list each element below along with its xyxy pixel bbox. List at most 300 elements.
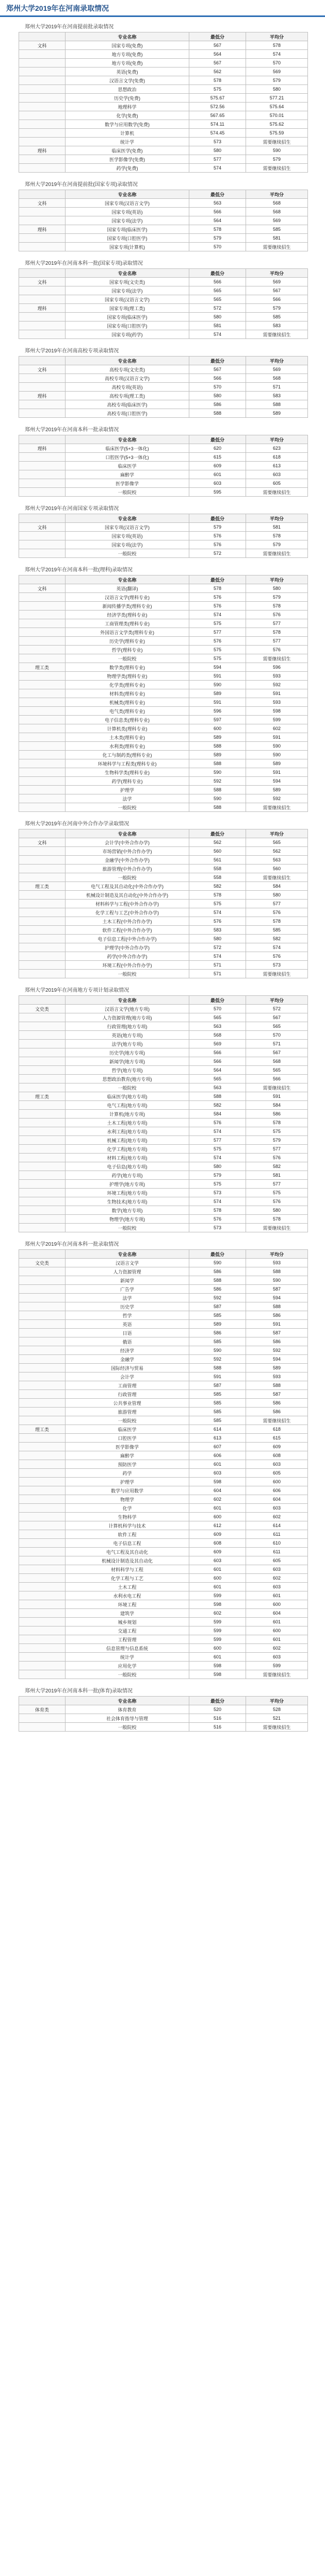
min-score-cell: 565	[189, 286, 246, 295]
avg-score-cell: 605	[246, 1469, 308, 1478]
min-score-cell: 599	[189, 1635, 246, 1644]
min-score-cell: 603	[189, 1469, 246, 1478]
major-cell: 机械类(理科专业)	[66, 698, 189, 707]
min-score-cell: 574.45	[189, 129, 246, 138]
admission-section	[0, 22, 325, 173]
province-cell	[19, 1504, 66, 1513]
avg-score-cell: 580	[246, 584, 308, 593]
min-score-cell: 578	[189, 225, 246, 234]
major-cell: 历史学(免费)	[66, 94, 189, 103]
major-cell: 环境科学与工程类(理科专业)	[66, 759, 189, 768]
major-cell: 化学工程(地方专项)	[66, 1145, 189, 1154]
avg-score-cell: 591	[246, 689, 308, 698]
min-score-cell: 590	[189, 794, 246, 803]
section-title: 郑州大学2019年在河南中外合作办学录取情况	[25, 821, 129, 827]
province-cell	[19, 593, 66, 602]
province-cell	[19, 1530, 66, 1539]
table-row	[19, 199, 308, 208]
major-cell: 国家专项(文史类)	[66, 278, 189, 286]
avg-score-cell: 586	[246, 1337, 308, 1346]
major-cell: 国家专项(汉语言文学)	[66, 199, 189, 208]
avg-score-cell: 591	[246, 733, 308, 742]
table-row	[19, 891, 308, 900]
min-score-cell: 589	[189, 733, 246, 742]
province-cell	[19, 1215, 66, 1224]
province-cell	[19, 908, 66, 917]
province-cell	[19, 654, 66, 663]
score-table	[19, 575, 308, 812]
table-row	[19, 1110, 308, 1118]
table-row	[19, 365, 308, 374]
province-cell	[19, 926, 66, 935]
min-score-cell: 606	[189, 1451, 246, 1460]
table-row	[19, 1127, 308, 1136]
table-row	[19, 59, 308, 67]
min-score-cell: 572.56	[189, 103, 246, 111]
province-cell	[19, 1434, 66, 1443]
column-header: 最低分	[189, 32, 246, 41]
major-cell: 历史学	[66, 1302, 189, 1311]
province-cell	[19, 742, 66, 751]
avg-score-cell: 603	[246, 1565, 308, 1574]
province-cell	[19, 1574, 66, 1583]
min-score-cell: 575	[189, 1145, 246, 1154]
admission-section	[0, 346, 325, 418]
section-title: 郑州大学2019年在河南本科一批(理科)录取情况	[25, 567, 133, 573]
major-cell: 统计学	[66, 1653, 189, 1662]
province-cell	[19, 76, 66, 85]
min-score-cell: 576	[189, 637, 246, 646]
table-row	[19, 1539, 308, 1548]
table-row	[19, 1224, 308, 1232]
major-cell: 国家专项(英语)	[66, 532, 189, 540]
province-cell	[19, 1224, 66, 1232]
avg-score-cell: 566	[246, 295, 308, 304]
major-cell: 广告学	[66, 1285, 189, 1294]
major-cell: 计算机	[66, 129, 189, 138]
min-score-cell: 574	[189, 611, 246, 619]
table-row	[19, 698, 308, 707]
province-cell	[19, 1469, 66, 1478]
avg-score-cell: 579	[246, 304, 308, 313]
avg-score-cell: 588	[246, 1381, 308, 1390]
province-cell	[19, 1670, 66, 1679]
min-score-cell: 577	[189, 628, 246, 637]
table-row	[19, 1171, 308, 1180]
avg-score-cell: 603	[246, 1583, 308, 1591]
avg-score-cell: 593	[246, 698, 308, 707]
province-cell	[19, 1110, 66, 1118]
avg-score-cell: 586	[246, 1399, 308, 1408]
major-cell: 法学	[66, 1294, 189, 1302]
avg-score-cell: 591	[246, 768, 308, 777]
section-title: 郑州大学2019年在河南本科一批(体育)录取情况	[25, 1688, 133, 1694]
column-header: 专业名称	[66, 514, 189, 523]
min-score-cell: 601	[189, 1565, 246, 1574]
major-cell: 思想政治	[66, 85, 189, 94]
table-row	[19, 374, 308, 383]
score-table	[19, 1696, 308, 1732]
major-cell: 化学(免费)	[66, 111, 189, 120]
min-score-cell: 516	[189, 1723, 246, 1732]
avg-score-cell: 578	[246, 1215, 308, 1224]
province-cell	[19, 1189, 66, 1197]
province-cell	[19, 935, 66, 943]
admission-section	[0, 1240, 325, 1679]
min-score-cell: 576	[189, 540, 246, 549]
min-score-cell: 578	[189, 891, 246, 900]
major-cell: 材料科学与工程(中外合作办学)	[66, 900, 189, 908]
major-cell: 国家专项(免费)	[66, 41, 189, 50]
column-header: 最低分	[189, 1250, 246, 1259]
province-cell	[19, 234, 66, 243]
major-cell: 一般院校	[66, 1083, 189, 1092]
min-score-cell: 574.11	[189, 120, 246, 129]
min-score-cell: 574	[189, 164, 246, 173]
min-score-cell: 580	[189, 935, 246, 943]
min-score-cell: 565	[189, 1075, 246, 1083]
major-cell: 经济学类(理科专业)	[66, 611, 189, 619]
table-row	[19, 1057, 308, 1066]
avg-score-cell: 587	[246, 1390, 308, 1399]
province-cell: 理科	[19, 225, 66, 234]
min-score-cell: 576	[189, 532, 246, 540]
avg-score-cell: 594	[246, 777, 308, 786]
major-cell: 国家专项(理工类)	[66, 304, 189, 313]
major-cell: 临床医学(5+3一体化)	[66, 444, 189, 453]
major-cell: 思想政治教育(地方专项)	[66, 1075, 189, 1083]
table-row	[19, 1197, 308, 1206]
table-row	[19, 926, 308, 935]
table-row	[19, 1259, 308, 1267]
min-score-cell: 563	[189, 199, 246, 208]
avg-score-cell: 587	[246, 1285, 308, 1294]
table-row	[19, 1364, 308, 1372]
province-cell	[19, 794, 66, 803]
min-score-cell: 620	[189, 444, 246, 453]
table-row	[19, 1451, 308, 1460]
major-cell: 环境工程	[66, 1600, 189, 1609]
major-cell: 药学(理科专业)	[66, 777, 189, 786]
province-cell	[19, 383, 66, 392]
province-cell	[19, 646, 66, 654]
column-header	[19, 514, 66, 523]
table-header-row	[19, 435, 308, 444]
score-table	[19, 190, 308, 251]
table-row	[19, 1329, 308, 1337]
min-score-cell: 566	[189, 278, 246, 286]
avg-score-cell: 592	[246, 1346, 308, 1355]
page-title: 郑州大学2019年在河南录取情况	[6, 4, 109, 12]
province-cell: 理科	[19, 392, 66, 400]
table-row	[19, 94, 308, 103]
table-row	[19, 1355, 308, 1364]
avg-score-cell: 623	[246, 444, 308, 453]
major-cell: 护理学	[66, 1478, 189, 1486]
major-cell: 药学(免费)	[66, 164, 189, 173]
title-bar	[0, 0, 325, 17]
table-row	[19, 1302, 308, 1311]
table-row	[19, 961, 308, 970]
table-row	[19, 646, 308, 654]
major-cell: 信息管理与信息系统	[66, 1644, 189, 1653]
section-title: 郑州大学2019年在河南本科一批录取情况	[25, 1242, 119, 1247]
major-cell: 工程管理	[66, 1635, 189, 1644]
province-cell	[19, 295, 66, 304]
admission-section	[0, 425, 325, 497]
province-cell	[19, 1390, 66, 1399]
table-row	[19, 1521, 308, 1530]
min-score-cell: 565	[189, 295, 246, 304]
min-score-cell: 591	[189, 1372, 246, 1381]
province-cell	[19, 856, 66, 865]
province-cell	[19, 488, 66, 497]
min-score-cell: 571	[189, 970, 246, 978]
table-row	[19, 1495, 308, 1504]
province-cell	[19, 1048, 66, 1057]
province-cell: 体育类	[19, 1705, 66, 1714]
province-cell	[19, 1443, 66, 1451]
column-header	[19, 829, 66, 838]
table-row	[19, 1136, 308, 1145]
province-cell	[19, 777, 66, 786]
major-cell: 应用化学	[66, 1662, 189, 1670]
major-cell: 经济学	[66, 1346, 189, 1355]
table-row	[19, 208, 308, 216]
avg-score-cell: 591	[246, 1320, 308, 1329]
avg-score-cell: 需要继续招生	[246, 330, 308, 339]
avg-score-cell: 611	[246, 1530, 308, 1539]
min-score-cell: 576	[189, 917, 246, 926]
avg-score-cell: 615	[246, 1434, 308, 1443]
min-score-cell: 579	[189, 523, 246, 532]
score-table	[19, 829, 308, 978]
min-score-cell: 600	[189, 1513, 246, 1521]
province-cell	[19, 243, 66, 251]
major-cell: 日语	[66, 1329, 189, 1337]
avg-score-cell: 565	[246, 1066, 308, 1075]
table-row	[19, 733, 308, 742]
major-cell: 医学影像学(免费)	[66, 155, 189, 164]
major-cell: 水利工程(地方专项)	[66, 1127, 189, 1136]
province-cell	[19, 1478, 66, 1486]
table-row	[19, 619, 308, 628]
province-cell	[19, 803, 66, 812]
min-score-cell: 586	[189, 1285, 246, 1294]
major-cell: 数学类(理科专业)	[66, 663, 189, 672]
min-score-cell: 567	[189, 365, 246, 374]
avg-score-cell: 575	[246, 1189, 308, 1197]
avg-score-cell: 604	[246, 1495, 308, 1504]
province-cell	[19, 1355, 66, 1364]
table-row	[19, 330, 308, 339]
province-cell	[19, 602, 66, 611]
table-row	[19, 76, 308, 85]
province-cell	[19, 1329, 66, 1337]
min-score-cell: 588	[189, 759, 246, 768]
min-score-cell: 575	[189, 619, 246, 628]
province-cell: 理科	[19, 146, 66, 155]
major-cell: 法学(地方专项)	[66, 1040, 189, 1048]
min-score-cell: 577	[189, 155, 246, 164]
avg-score-cell: 568	[246, 374, 308, 383]
min-score-cell: 586	[189, 400, 246, 409]
major-cell: 电子信息(地方专项)	[66, 1162, 189, 1171]
min-score-cell: 576	[189, 602, 246, 611]
avg-score-cell: 562	[246, 847, 308, 856]
avg-score-cell: 579	[246, 1136, 308, 1145]
province-cell	[19, 409, 66, 418]
min-score-cell: 588	[189, 1364, 246, 1372]
avg-score-cell: 573	[246, 961, 308, 970]
min-score-cell: 582	[189, 882, 246, 891]
table-row	[19, 1425, 308, 1434]
column-header: 平均分	[246, 32, 308, 41]
min-score-cell: 612	[189, 1521, 246, 1530]
province-cell	[19, 1145, 66, 1154]
table-row	[19, 882, 308, 891]
min-score-cell: 613	[189, 1434, 246, 1443]
table-row	[19, 689, 308, 698]
column-header: 最低分	[189, 269, 246, 278]
avg-score-cell: 577	[246, 619, 308, 628]
column-header: 专业名称	[66, 357, 189, 365]
table-row	[19, 1075, 308, 1083]
avg-score-cell: 594	[246, 1294, 308, 1302]
table-row	[19, 1583, 308, 1591]
province-cell	[19, 1311, 66, 1320]
major-cell: 数学与应用数学	[66, 1486, 189, 1495]
min-score-cell: 585	[189, 1399, 246, 1408]
min-score-cell: 561	[189, 856, 246, 865]
major-cell: 一般院校	[66, 549, 189, 558]
province-cell	[19, 733, 66, 742]
table-row	[19, 1513, 308, 1521]
table-row	[19, 50, 308, 59]
avg-score-cell: 589	[246, 786, 308, 794]
province-cell	[19, 129, 66, 138]
min-score-cell: 573	[189, 1224, 246, 1232]
province-cell	[19, 1513, 66, 1521]
column-header: 平均分	[246, 357, 308, 365]
major-cell: 新闻学	[66, 1276, 189, 1285]
avg-score-cell: 578	[246, 41, 308, 50]
avg-score-cell: 592	[246, 794, 308, 803]
avg-score-cell: 614	[246, 1521, 308, 1530]
avg-score-cell: 603	[246, 1460, 308, 1469]
table-row	[19, 1469, 308, 1478]
avg-score-cell: 593	[246, 1372, 308, 1381]
table-row	[19, 1530, 308, 1539]
province-cell	[19, 470, 66, 479]
major-cell: 旅游管理(中外合作办学)	[66, 865, 189, 873]
avg-score-cell: 590	[246, 146, 308, 155]
province-cell	[19, 707, 66, 716]
avg-score-cell: 606	[246, 1486, 308, 1495]
major-cell: 体育教育	[66, 1705, 189, 1714]
province-cell	[19, 532, 66, 540]
major-cell: 国家专项(英语)	[66, 208, 189, 216]
major-cell: 金融学	[66, 1355, 189, 1364]
table-row	[19, 1408, 308, 1416]
section-title: 郑州大学2019年在河南国家专项录取情况	[25, 506, 119, 512]
province-cell	[19, 1653, 66, 1662]
province-cell: 文科	[19, 365, 66, 374]
major-cell: 市场营销(中外合作办学)	[66, 847, 189, 856]
province-cell	[19, 917, 66, 926]
avg-score-cell: 568	[246, 1057, 308, 1066]
column-header: 最低分	[189, 996, 246, 1005]
province-cell	[19, 1460, 66, 1469]
table-row	[19, 742, 308, 751]
table-row	[19, 1626, 308, 1635]
min-score-cell: 576	[189, 1118, 246, 1127]
province-cell	[19, 698, 66, 707]
table-row	[19, 838, 308, 847]
column-header: 最低分	[189, 575, 246, 584]
province-cell: 理工类	[19, 1092, 66, 1101]
table-row	[19, 479, 308, 488]
table-row	[19, 584, 308, 593]
table-row	[19, 1723, 308, 1732]
table-row	[19, 1145, 308, 1154]
avg-score-cell: 600	[246, 1600, 308, 1609]
province-cell: 文科	[19, 41, 66, 50]
table-row	[19, 873, 308, 882]
avg-score-cell: 521	[246, 1714, 308, 1723]
min-score-cell: 580	[189, 146, 246, 155]
min-score-cell: 520	[189, 1705, 246, 1714]
table-row	[19, 1653, 308, 1662]
table-header-row	[19, 514, 308, 523]
major-cell: 建筑学	[66, 1609, 189, 1618]
column-header: 专业名称	[66, 575, 189, 584]
table-row	[19, 1013, 308, 1022]
avg-score-cell: 590	[246, 1276, 308, 1285]
avg-score-cell: 576	[246, 646, 308, 654]
major-cell: 地方专项(免费)	[66, 59, 189, 67]
major-cell: 药学	[66, 1469, 189, 1478]
table-row	[19, 952, 308, 961]
avg-score-cell: 602	[246, 1574, 308, 1583]
avg-score-cell: 588	[246, 1267, 308, 1276]
province-cell: 理工类	[19, 1425, 66, 1434]
province-cell	[19, 374, 66, 383]
major-cell: 国家专项(临床医学)	[66, 225, 189, 234]
avg-score-cell: 578	[246, 532, 308, 540]
province-cell	[19, 1635, 66, 1644]
min-score-cell: 576	[189, 1215, 246, 1224]
major-cell: 国家专项(汉语言文学)	[66, 523, 189, 532]
table-row	[19, 1548, 308, 1556]
major-cell: 电气工程及其自动化	[66, 1548, 189, 1556]
min-score-cell: 566	[189, 1048, 246, 1057]
major-cell: 化学类(理科专业)	[66, 681, 189, 689]
column-header: 平均分	[246, 1250, 308, 1259]
major-cell: 临床医学(地方专项)	[66, 1092, 189, 1101]
major-cell: 护理学(地方专项)	[66, 1180, 189, 1189]
min-score-cell: 601	[189, 1504, 246, 1513]
major-cell: 历史学(地方专项)	[66, 1048, 189, 1057]
table-row	[19, 41, 308, 50]
section-title: 郑州大学2019年在河南提前批(国家专项)录取情况	[25, 182, 138, 188]
province-cell	[19, 1364, 66, 1372]
avg-score-cell: 603	[246, 470, 308, 479]
avg-score-cell: 613	[246, 462, 308, 470]
avg-score-cell: 585	[246, 225, 308, 234]
major-cell: 一般院校	[66, 970, 189, 978]
major-cell: 材料科学与工程	[66, 1565, 189, 1574]
